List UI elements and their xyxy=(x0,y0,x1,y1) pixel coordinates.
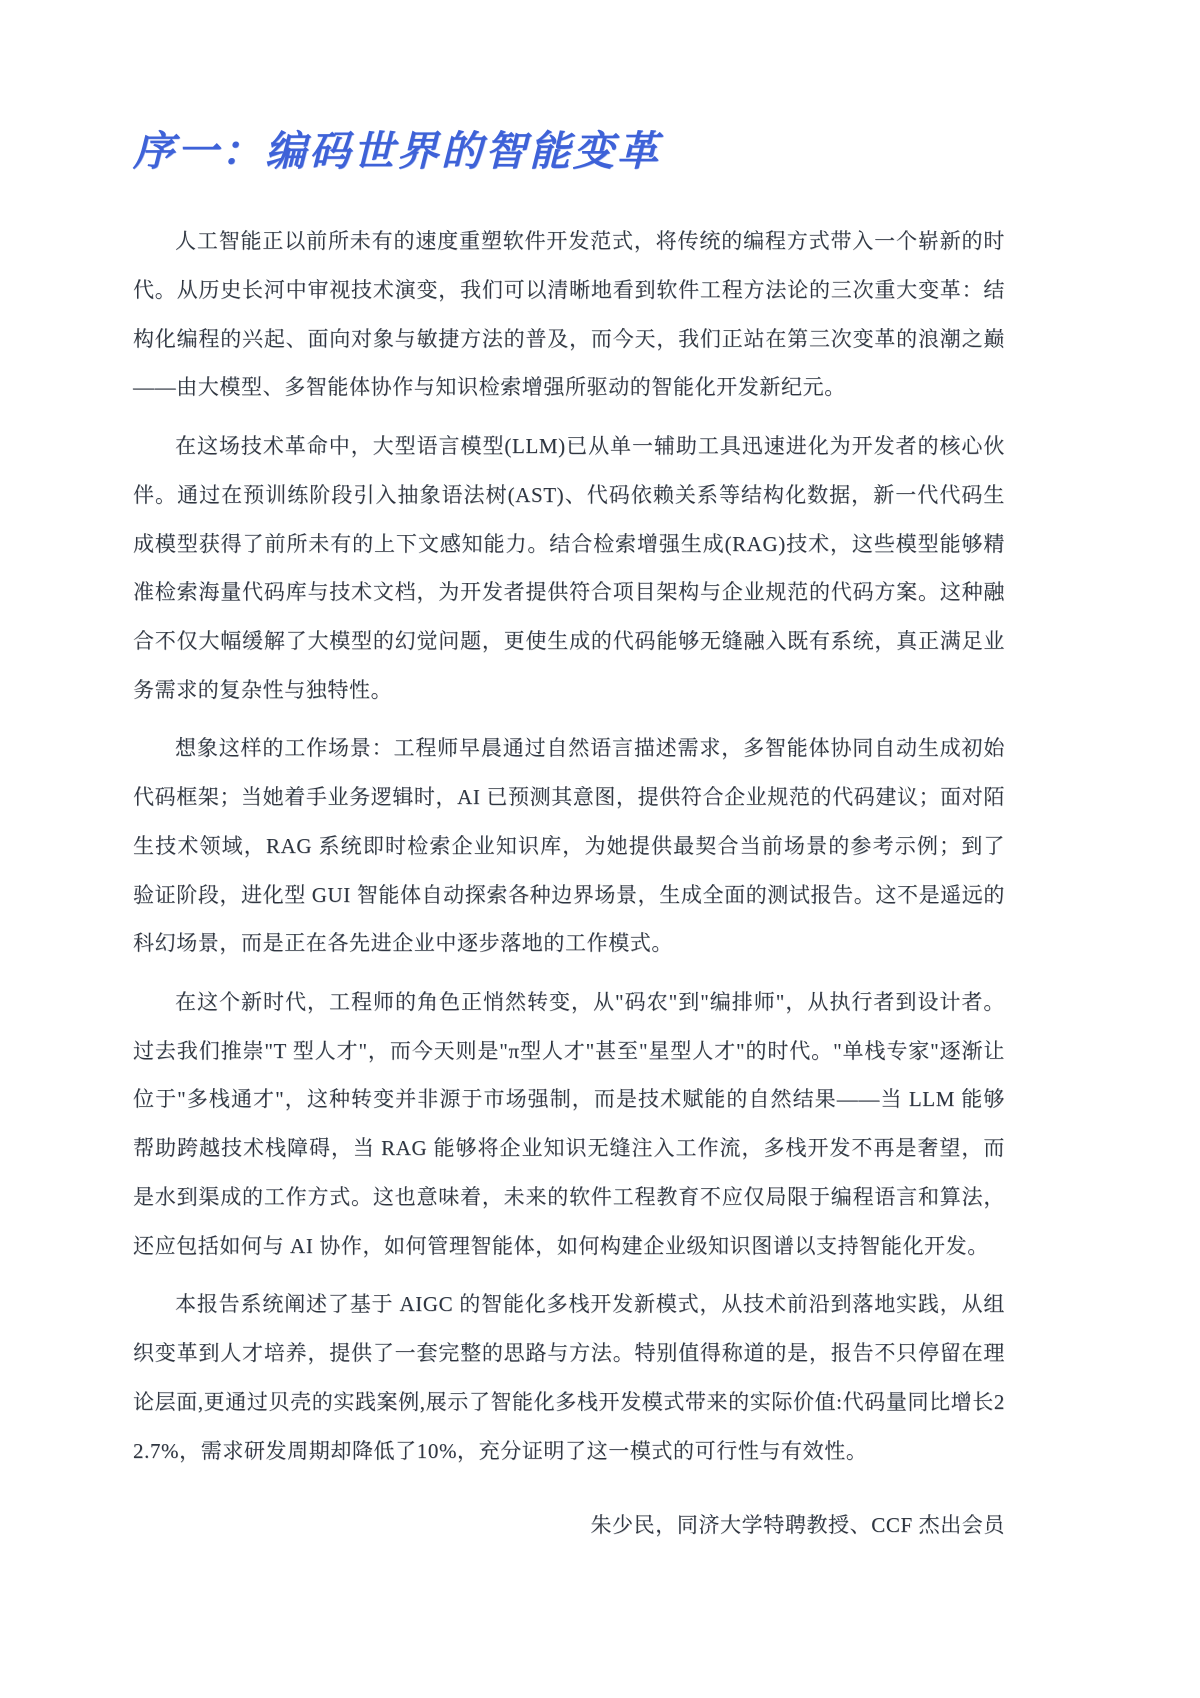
paragraph-5: 本报告系统阐述了基于 AIGC 的智能化多栈开发新模式，从技术前沿到落地实践，从组织变革到人才培养，提供了一套完整的思路与方法。特别值得称道的是，报告不只停留在理论层面,更通过贝壳的实践案例,展示了智能化多栈开发模式带来的实际价值:代码量同比增长22.7%，需求研发周期却降低了10%，充分证明了这一模式的可行性与有效性。 xyxy=(133,1292,1005,1463)
paragraph-3: 想象这样的工作场景：工程师早晨通过自然语言描述需求，多智能体协同自动生成初始代码框架；当她着手业务逻辑时，AI 已预测其意图，提供符合企业规范的代码建议；面对陌生技术领域，RAG 系统即时检索企业知识库，为她提供最契合当前场景的参考示例；到了验证阶段，进化型 GUI 智能体自动探索各种边界场景，生成全面的测试报告。这不是遥远的科幻场景，而是正在各先进企业中逐步落地的工作模式。 xyxy=(133,736,1005,956)
paragraph-2: 在这场技术革命中，大型语言模型(LLM)已从单一辅助工具迅速进化为开发者的核心伙伴。通过在预训练阶段引入抽象语法树(AST)、代码依赖关系等结构化数据，新一代代码生成模型获得了前所未有的上下文感知能力。结合检索增强生成(RAG)技术，这些模型能够精准检索海量代码库与技术文档，为开发者提供符合项目架构与企业规范的代码方案。这种融合不仅大幅缓解了大模型的幻觉问题，更使生成的代码能够无缝融入既有系统，真正满足业务需求的复杂性与独特性。 xyxy=(133,434,1005,702)
page-title: 序一：编码世界的智能变革 xyxy=(133,128,661,174)
paragraph-4: 在这个新时代，工程师的角色正悄然转变，从"码农"到"编排师"，从执行者到设计者。过去我们推崇"T 型人才"，而今天则是"π型人才"甚至"星型人才"的时代。"单栈专家"逐渐让位于"多栈通才"，这种转变并非源于市场强制，而是技术赋能的自然结果——当 LLM 能够帮助跨越技术栈障碍，当 RAG 能够将企业知识无缝注入工作流，多栈开发不再是奢望，而是水到渠成的工作方式。这也意味着，未来的软件工程教育不应仅局限于编程语言和算法，还应包括如何与 AI 协作，如何管理智能体，如何构建企业级知识图谱以支持智能化开发。 xyxy=(133,990,1005,1258)
paragraph-1: 人工智能正以前所未有的速度重塑软件开发范式，将传统的编程方式带入一个崭新的时代。从历史长河中审视技术演变，我们可以清晰地看到软件工程方法论的三次重大变革：结构化编程的兴起、面向对象与敏捷方法的普及，而今天，我们正站在第三次变革的浪潮之巅——由大模型、多智能体协作与知识检索增强所驱动的智能化开发新纪元。 xyxy=(133,229,1005,400)
author-signature: 朱少民，同济大学特聘教授、CCF 杰出会员 xyxy=(590,1513,1005,1538)
document-content xyxy=(133,126,1005,1550)
